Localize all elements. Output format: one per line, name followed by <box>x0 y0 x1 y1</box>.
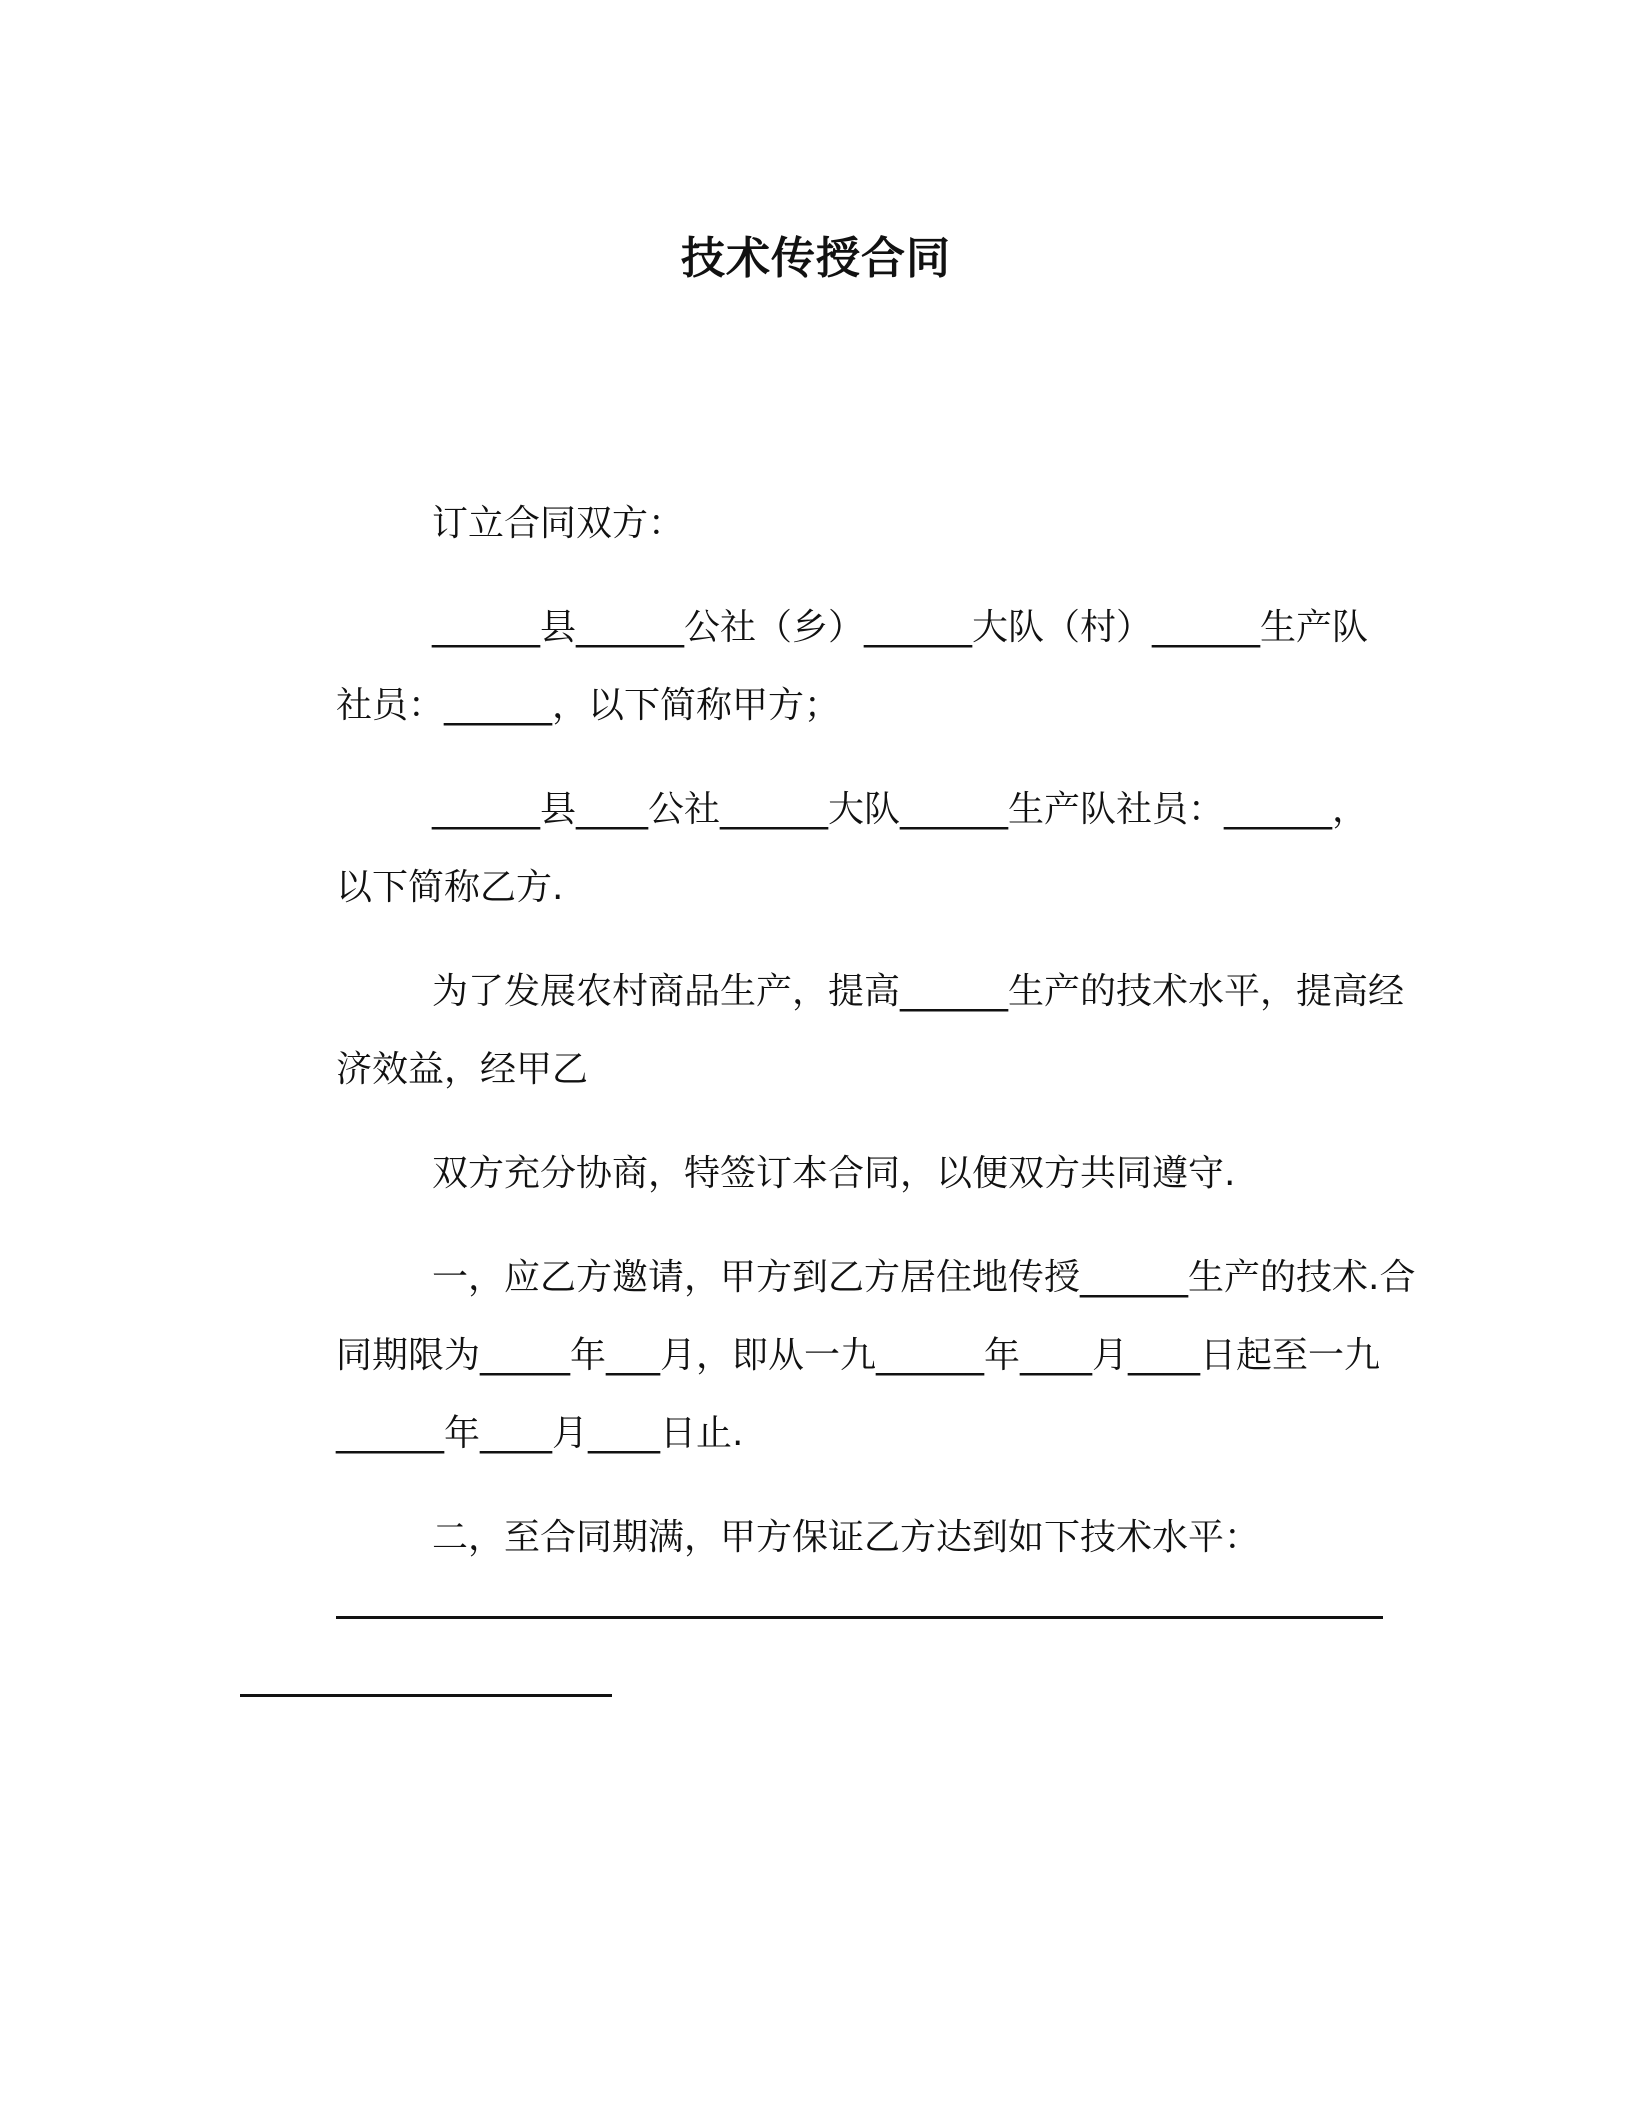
text-line: ______县______公社（乡）______大队（村）______生产队 <box>432 607 1369 648</box>
text-line: 订立合同双方： <box>432 503 685 544</box>
clause-1 <box>240 1239 1416 1473</box>
text-line: 为了发展农村商品生产，提高______生产的技术水平，提高经 <box>432 971 1405 1012</box>
text-line: ______年____月____日止. <box>336 1413 744 1454</box>
paragraph-agreement <box>240 1135 1385 1213</box>
text-line: 社员：______，以下简称甲方； <box>336 685 841 726</box>
text-line: 二，至合同期满，甲方保证乙方达到如下技术水平： <box>432 1517 1261 1558</box>
paragraph-party-a <box>240 589 1385 745</box>
text-line: 济效益，经甲乙 <box>336 1049 589 1090</box>
blank-line-short <box>240 1694 612 1697</box>
paragraph-purpose <box>240 953 1405 1109</box>
text-line: 以下简称乙方. <box>336 867 564 908</box>
paragraph-parties-intro <box>240 485 1385 563</box>
text-line: 同期限为_____年___月，即从一九______年____月____日起至一九 <box>336 1335 1381 1376</box>
blank-line-long <box>336 1616 1383 1619</box>
paragraph-party-b <box>240 771 1385 927</box>
text-line: ______县____公社______大队______生产队社员：______， <box>432 789 1369 830</box>
text-line: 一，应乙方邀请，甲方到乙方居住地传授______生产的技术.合 <box>432 1257 1416 1298</box>
document-title: 技术传授合同 <box>681 233 951 284</box>
clause-2 <box>240 1499 1385 1577</box>
contract-body <box>240 485 1416 1603</box>
text-line: 双方充分协商，特签订本合同，以便双方共同遵守. <box>432 1153 1236 1194</box>
fill-in-blank-lines <box>240 1616 1385 1697</box>
